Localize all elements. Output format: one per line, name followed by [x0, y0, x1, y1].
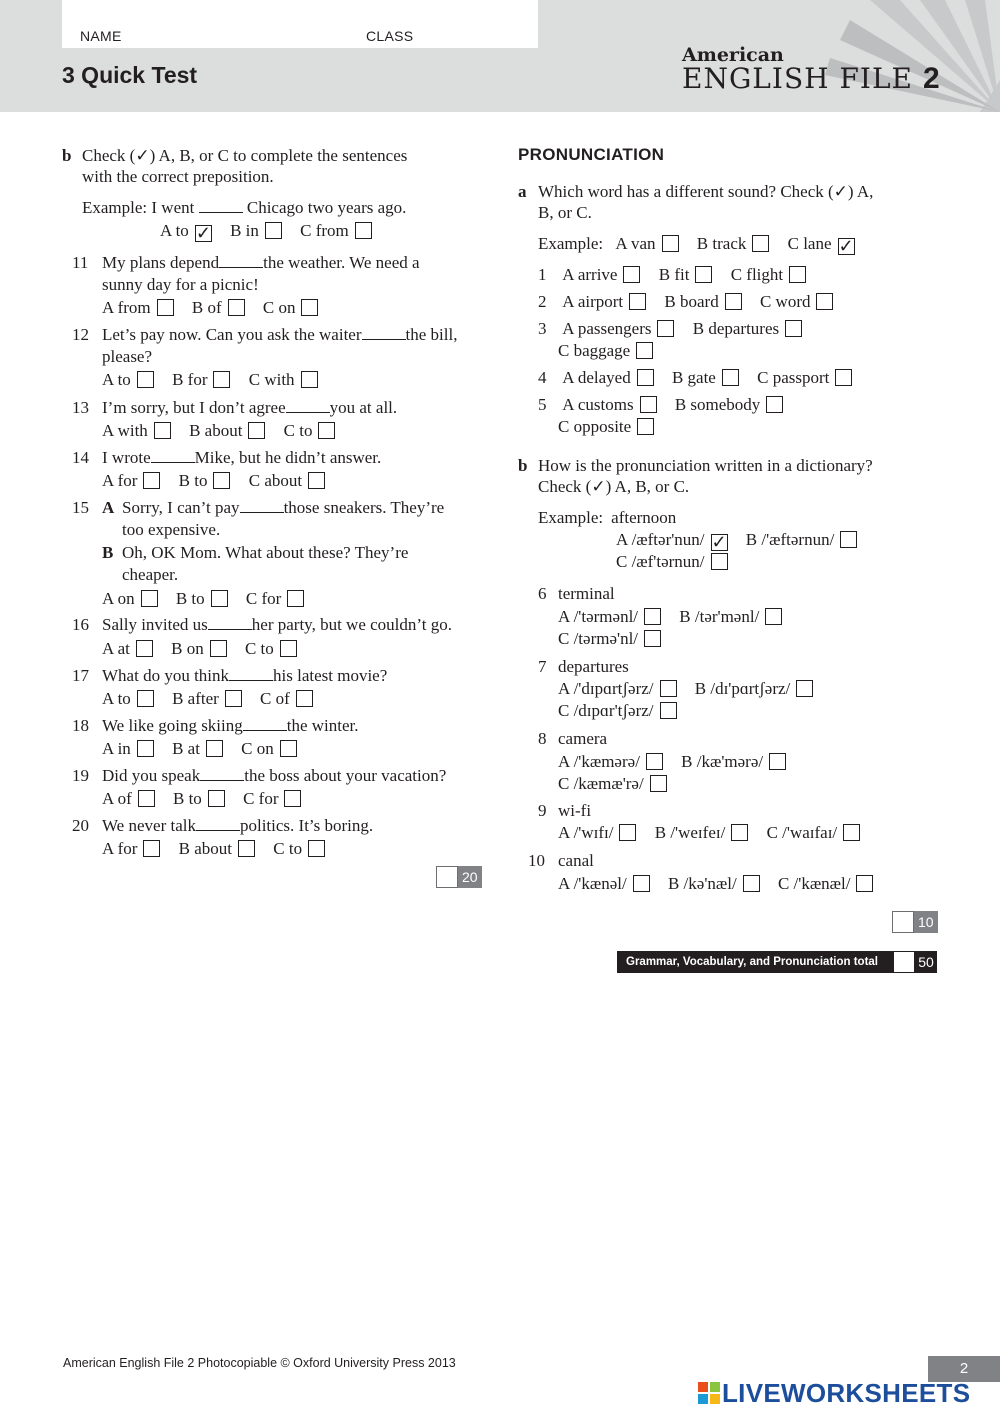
checkbox[interactable] [637, 418, 654, 435]
checkbox[interactable] [623, 266, 640, 283]
name-class-box [62, 0, 538, 48]
checkbox[interactable] [287, 590, 304, 607]
brand-english-file: ENGLISH FILE [682, 62, 913, 95]
example-options-line2: C /æf'tərnun/ [616, 551, 742, 573]
checkbox[interactable] [765, 608, 782, 625]
example-checkbox-b[interactable] [752, 235, 769, 252]
question-number: 13 [72, 398, 89, 417]
answer-options: A at B on C to [102, 638, 311, 660]
liveworksheets-logo-icon [698, 1382, 720, 1404]
checkbox[interactable] [789, 266, 806, 283]
example-row: Example: A van B track C lane ✓ [538, 234, 854, 256]
checkbox[interactable] [138, 790, 155, 807]
checkbox[interactable] [657, 320, 674, 337]
checkbox[interactable] [636, 342, 653, 359]
checkbox[interactable] [835, 369, 852, 386]
total-label: Grammar, Vocabulary, and Pronunciation total [626, 956, 878, 968]
answer-options: A on B to C for [102, 588, 318, 610]
answer-blank [219, 254, 263, 268]
question-number: 11 [72, 253, 89, 272]
answer-options: A with B about C to [102, 420, 349, 442]
brand-number: 2 [922, 62, 941, 95]
checkbox[interactable] [284, 790, 301, 807]
dialogue-b-line1: Oh, OK Mom. What about these? They’re [122, 543, 409, 562]
answer-blank [196, 817, 240, 831]
instruction-line-1: Which word has a different sound? Check (✓) A, [538, 182, 874, 201]
checkbox[interactable] [816, 293, 833, 310]
answer-options-line2: C /dɪpɑr'tʃərz/ [558, 700, 691, 722]
total-score-bar [617, 951, 937, 973]
example-checkbox-a[interactable] [662, 235, 679, 252]
question-number: 19 [72, 766, 89, 785]
question-number: 14 [72, 448, 89, 467]
checkbox[interactable] [208, 790, 225, 807]
checkbox[interactable] [308, 472, 325, 489]
name-label: NAME [80, 28, 122, 44]
score-input[interactable] [892, 911, 914, 933]
question-word: 7 departures [538, 657, 629, 676]
checkbox[interactable] [633, 875, 650, 892]
answer-blank [208, 616, 252, 630]
checkbox[interactable] [722, 369, 739, 386]
question-row: 2 A airport B board C word [538, 291, 847, 313]
question-text-line2: too expensive. [122, 520, 221, 539]
answer-options-line2: C /kæmæ'rə/ [558, 773, 681, 795]
example-blank [199, 199, 243, 213]
checkbox[interactable] [843, 824, 860, 841]
speaker-a: A [102, 498, 115, 517]
question-text: We like going skiing the winter. [102, 716, 359, 735]
question-word: 8 camera [538, 729, 608, 748]
question-row: 5 A customs B somebody [538, 394, 797, 416]
checkbox[interactable] [136, 640, 153, 657]
answer-options: A /'kænəl/ B /kə'næl/ C /'kænæl/ [558, 873, 887, 895]
test-title: 3 Quick Test [62, 62, 198, 88]
footer-copyright-text: Photocopiable © Oxford University Press 2013 [194, 1356, 456, 1370]
part-letter-b: b [62, 146, 72, 165]
checkbox[interactable] [213, 472, 230, 489]
question-text: Sally invited us her party, but we couldn’t go. [102, 615, 452, 634]
checkbox[interactable] [213, 371, 230, 388]
part-letter-b: b [518, 456, 528, 475]
checkbox[interactable] [650, 775, 667, 792]
speaker-b: B [102, 543, 114, 562]
grammar-score-box [436, 866, 482, 888]
answer-options: A of B to C for [102, 788, 315, 810]
part-letter-a: a [518, 182, 527, 201]
question-word: 10 canal [528, 851, 594, 870]
checkbox[interactable] [785, 320, 802, 337]
answer-options: A for B to C about [102, 470, 339, 492]
checkbox[interactable] [637, 369, 654, 386]
checkbox[interactable] [725, 293, 742, 310]
question-number: 12 [72, 325, 89, 344]
answer-options: A from B of C on [102, 297, 332, 319]
checkbox[interactable] [141, 590, 158, 607]
checkbox[interactable] [280, 640, 297, 657]
question-word: 6 terminal [538, 584, 615, 603]
checkbox[interactable] [154, 422, 171, 439]
answer-blank [151, 449, 195, 463]
checkbox[interactable] [137, 371, 154, 388]
answer-blank [286, 399, 330, 413]
answer-options: A to B for C with [102, 369, 332, 391]
question-row-line2: C opposite [558, 416, 668, 438]
score-max: 20 [458, 866, 482, 888]
checkbox[interactable] [619, 824, 636, 841]
question-number: 18 [72, 716, 89, 735]
answer-blank [243, 717, 287, 731]
example-checkbox-c[interactable] [711, 553, 728, 570]
total-score-input[interactable] [893, 951, 915, 973]
question-number: 16 [72, 615, 89, 634]
score-input[interactable] [436, 866, 458, 888]
checkbox[interactable] [225, 690, 242, 707]
answer-blank [229, 667, 273, 681]
example-checkbox-c[interactable] [355, 222, 372, 239]
checkbox[interactable] [695, 266, 712, 283]
class-label: CLASS [366, 28, 414, 44]
question-text: We never talk politics. It’s boring. [102, 816, 374, 835]
checkbox[interactable] [296, 690, 313, 707]
question-text: My plans depend the weather. We need a [102, 253, 420, 272]
answer-options: A /'kæmərə/ B /kæ'mərə/ [558, 751, 800, 773]
checkbox[interactable] [301, 299, 318, 316]
footer-book: American English File 2 [63, 1356, 195, 1370]
question-number: 20 [72, 816, 89, 835]
instruction-line-1: How is the pronunciation written in a dictionary? [538, 456, 873, 475]
question-text-line2: please? [102, 347, 153, 366]
section-title: PRONUNCIATION [518, 145, 665, 164]
example-option-a: A to ✓ [160, 221, 211, 243]
question-text: Let’s pay now. Can you ask the waiter the bill, [102, 325, 458, 344]
question-number: 15 [72, 498, 89, 517]
checkbox[interactable] [766, 396, 783, 413]
example-post: Chicago two years ago. [246, 198, 407, 217]
answer-options: A in B at C on [102, 738, 311, 760]
total-score-max: 50 [918, 954, 934, 970]
checkbox[interactable] [660, 680, 677, 697]
answer-blank [240, 499, 284, 513]
question-text: I’m sorry, but I don’t agree you at all. [102, 398, 398, 417]
instruction-line-1: Check (✓) A, B, or C to complete the sentences [82, 146, 408, 165]
checkbox[interactable] [228, 299, 245, 316]
checkbox[interactable] [143, 840, 160, 857]
checkbox[interactable] [143, 472, 160, 489]
watermark-text: LIVEWORKSHEETS [722, 1378, 971, 1408]
checkbox[interactable] [644, 608, 661, 625]
checkbox[interactable] [210, 640, 227, 657]
checkbox[interactable] [280, 740, 297, 757]
checkbox[interactable] [644, 630, 661, 647]
checkbox[interactable] [137, 740, 154, 757]
answer-options: A /'dɪpɑrtʃərz/ B /dɪ'pɑrtʃərz/ [558, 678, 827, 700]
example-sentence [82, 197, 406, 219]
answer-options: A to B after C of [102, 688, 327, 710]
dialogue-b-line2: cheaper. [122, 565, 179, 584]
checkbox[interactable] [743, 875, 760, 892]
answer-blank [200, 767, 244, 781]
answer-options: A for B about C to [102, 838, 339, 860]
example-option-c: C from [300, 220, 372, 242]
checkbox[interactable] [206, 740, 223, 757]
checkbox[interactable] [137, 690, 154, 707]
checkbox[interactable] [301, 371, 318, 388]
answer-options: A /'tərmənl/ B /tər'mənl/ [558, 606, 796, 628]
question-row: 3 A passengers B departures [538, 318, 816, 340]
example-options [160, 220, 386, 242]
example-pre: Example: I went [82, 198, 195, 217]
answer-options-line2: C /tərmə'nl/ [558, 628, 675, 650]
answer-blank [362, 326, 406, 340]
checkbox[interactable] [660, 702, 677, 719]
checkbox[interactable] [856, 875, 873, 892]
checkbox[interactable] [318, 422, 335, 439]
instruction-line-2: with the correct preposition. [82, 167, 274, 186]
question-text: Did you speak the boss about your vacation? [102, 766, 447, 785]
question-row: 1 A arrive B fit C flight [538, 264, 820, 286]
checkbox[interactable] [629, 293, 646, 310]
example-word: Example: afternoon [538, 508, 677, 527]
question-word: 9 wi-fi [538, 801, 592, 820]
question-text: What do you think his latest movie? [102, 666, 388, 685]
brand-american: American [682, 44, 784, 66]
checkbox[interactable] [796, 680, 813, 697]
checkbox[interactable] [731, 824, 748, 841]
example-option-b: B in [230, 220, 282, 242]
question-number: 17 [72, 666, 89, 685]
answer-options: A /'wɪfɪ/ B /'weɪfeɪ/ C /'waɪfaɪ/ [558, 822, 874, 844]
footer-copyright [63, 1356, 456, 1370]
instruction-line-2: B, or C. [538, 203, 592, 222]
instruction-line-2: Check (✓) A, B, or C. [538, 477, 690, 496]
example-checkbox-b[interactable] [840, 531, 857, 548]
example-options-line1: A /æftər'nun/ ✓ B /'æftərnun/ [616, 529, 871, 551]
pronunciation-score-box [892, 911, 938, 933]
score-max: 10 [914, 911, 938, 933]
example-checkbox-b[interactable] [265, 222, 282, 239]
example-checkbox-a[interactable]: ✓ [711, 532, 727, 552]
checkbox[interactable] [308, 840, 325, 857]
question-text: Sorry, I can’t pay those sneakers. They’re [122, 498, 445, 517]
question-text: I wrote Mike, but he didn’t answer. [102, 448, 382, 467]
checkbox[interactable] [157, 299, 174, 316]
liveworksheets-watermark[interactable] [698, 1378, 970, 1409]
checkbox[interactable] [238, 840, 255, 857]
checkbox[interactable] [769, 753, 786, 770]
example-checkbox-a[interactable]: ✓ [195, 223, 211, 243]
checkbox[interactable] [248, 422, 265, 439]
checkbox[interactable] [646, 753, 663, 770]
page-number: 2 [928, 1356, 1000, 1382]
page-header [0, 0, 1000, 112]
example-checkbox-c[interactable]: ✓ [838, 236, 854, 256]
question-row: 4 A delayed B gate C passport [538, 367, 866, 389]
question-text-line2: sunny day for a picnic! [102, 275, 259, 294]
checkbox[interactable] [640, 396, 657, 413]
checkbox[interactable] [211, 590, 228, 607]
brand-logo [682, 62, 941, 96]
question-row-line2: C baggage [558, 340, 667, 362]
